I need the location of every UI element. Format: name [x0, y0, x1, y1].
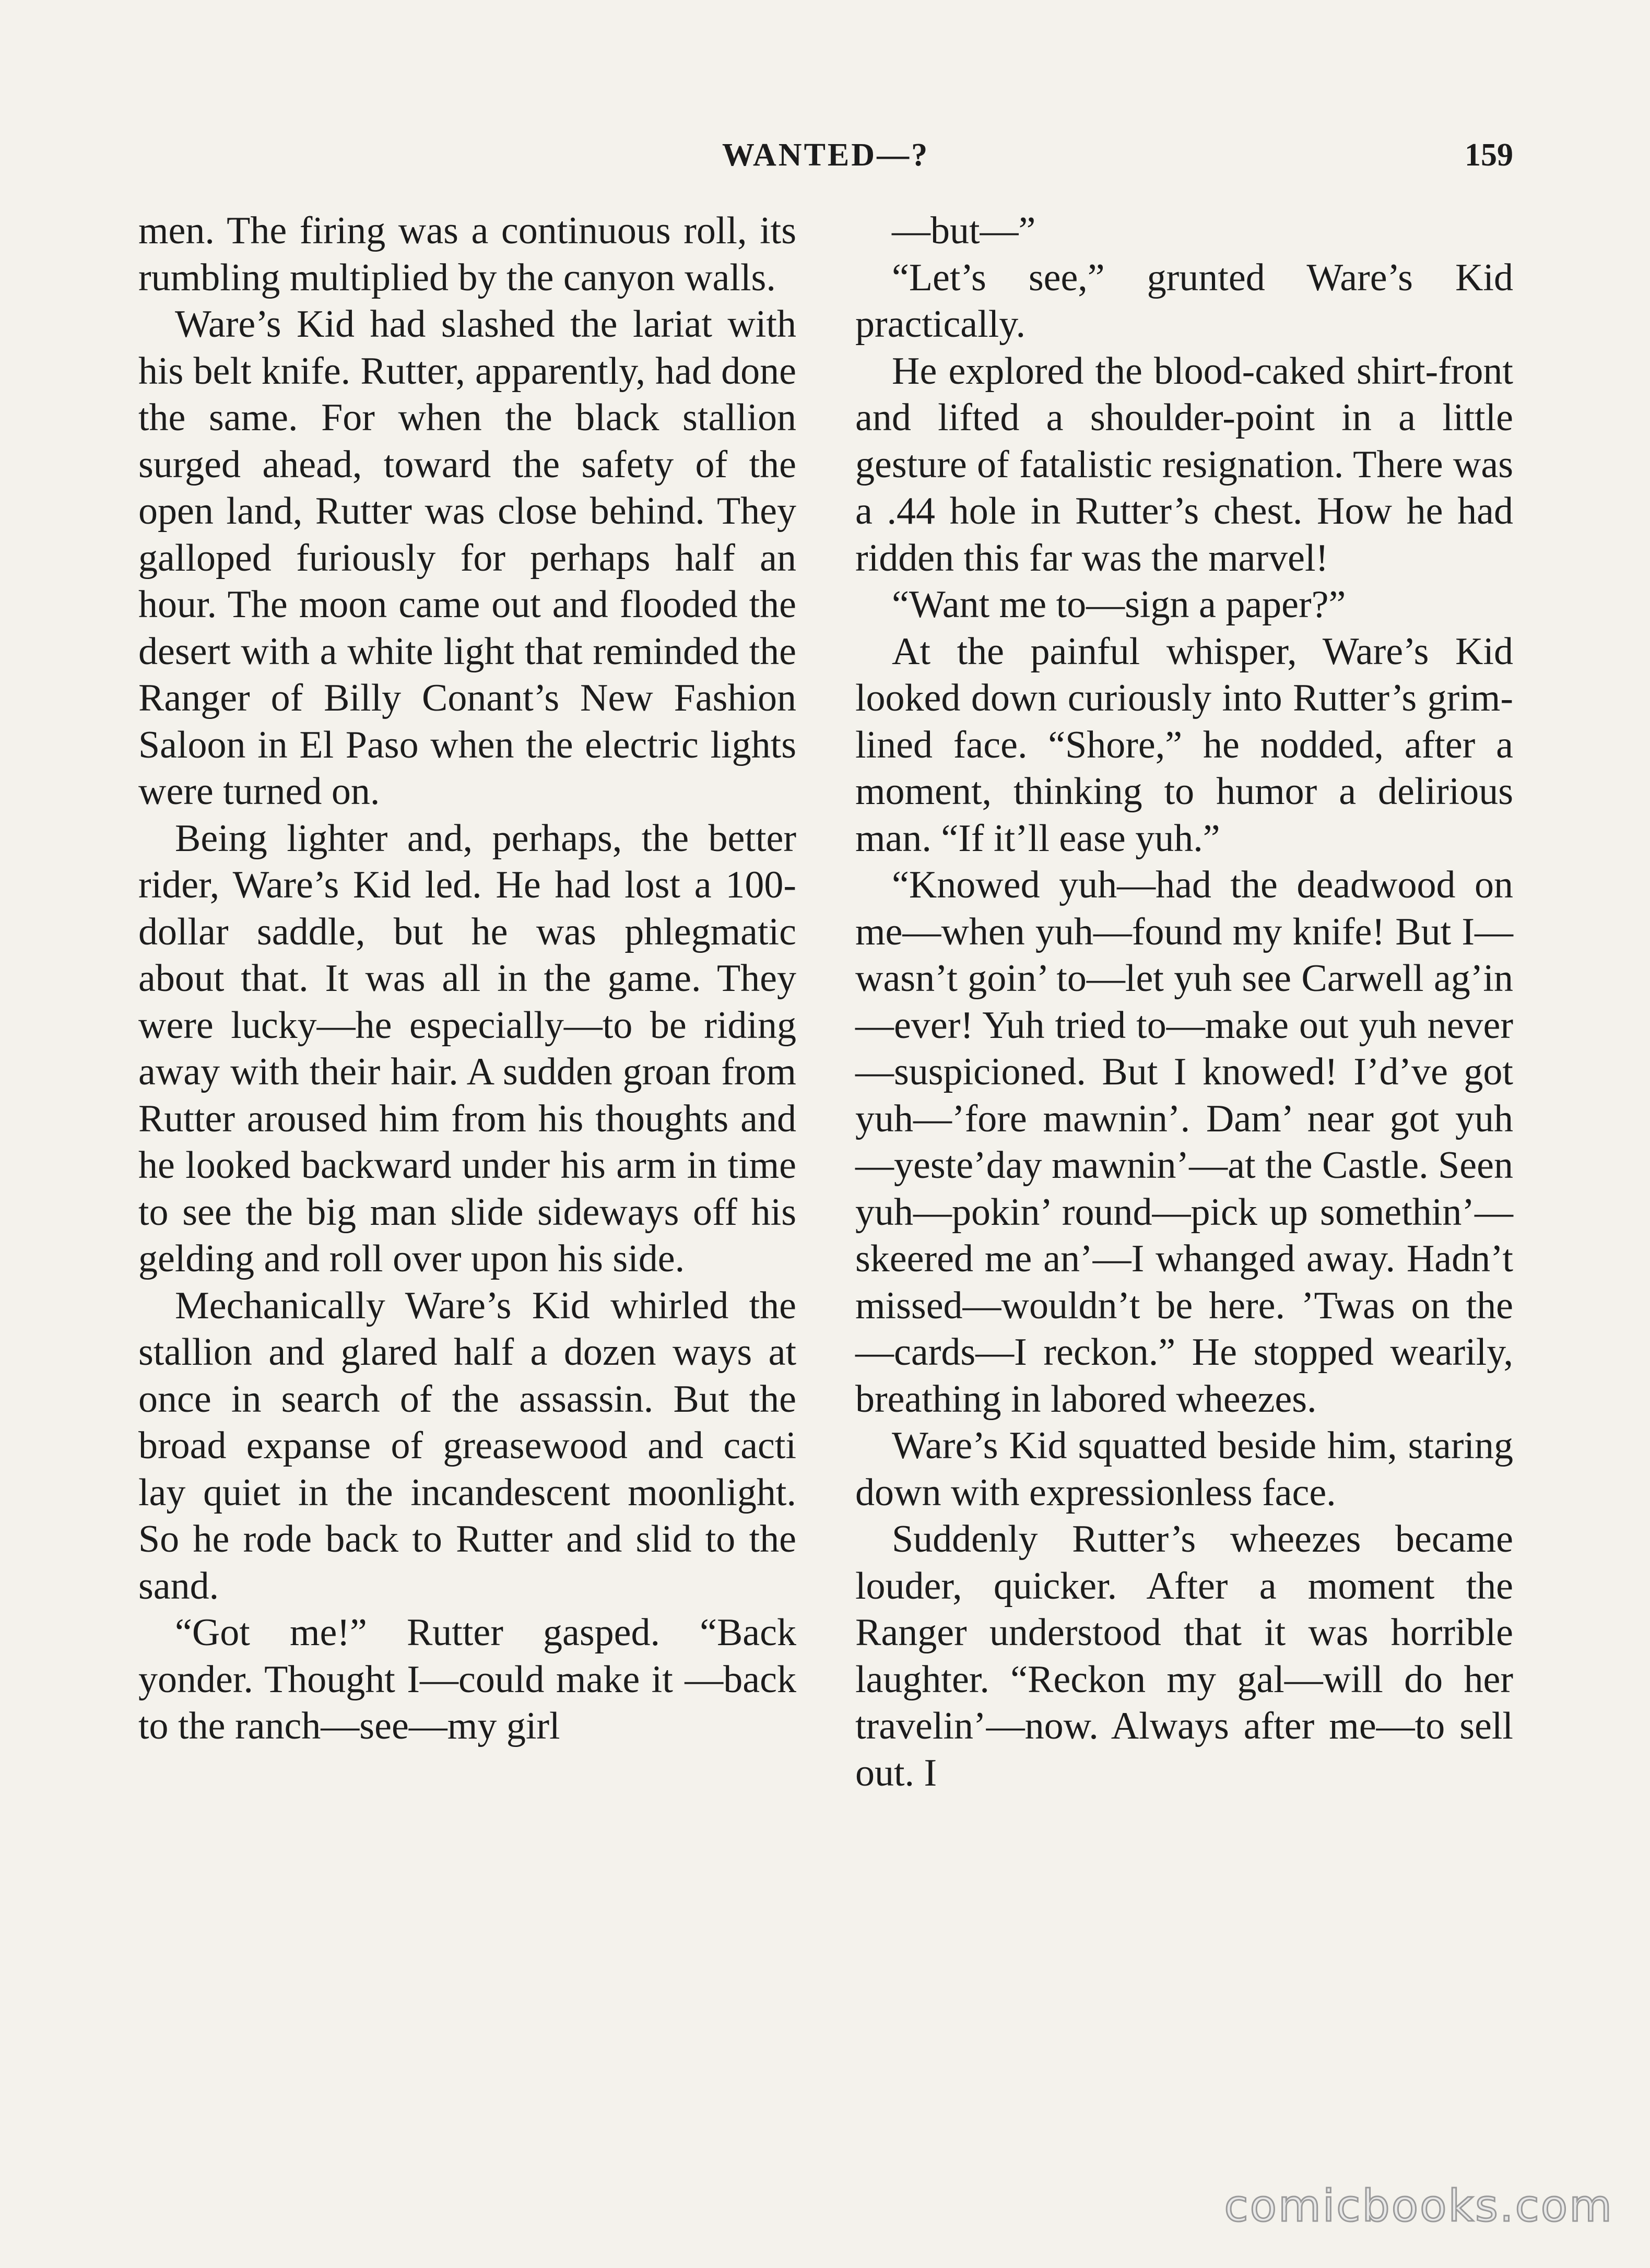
paragraph: Suddenly Rutter’s wheezes became louder, quicker. After a moment the Ranger understood that it was horrible laughter. “Reckon my gal—will do her travelin’—now. Always after me—to sell out. I [855, 1518, 1513, 1794]
page-header [138, 137, 1513, 184]
paragraph: “Knowed yuh—had the deadwood on me—when yuh—found my knife! But I—wasn’t goin’ to—let yuh see Carwell ag’in—ever! Yuh tried to—make out yuh never —suspicioned. But I knowed! I’d’ve got yuh—’fore mawnin’. Dam’ near got yuh—yeste’day mawnin’—at the Castle. Seen yuh—pokin’ round—pick up somethin’—skeered me an’—I whanged away. Hadn’t missed—wouldn’t be here. ’Twas on the—cards—I reckon.” He stopped wearily, breathing in labored wheezes. [855, 864, 1513, 1421]
left-column [138, 208, 796, 1750]
paragraph: Ware’s Kid squatted beside him, staring down with expressionless face. [855, 1424, 1513, 1514]
paragraph: —but—” [892, 209, 1036, 252]
paragraph: “Got me!” Rutter gasped. “Back yonder. Thought I—could make it —back to the ranch—see—my girl [138, 1611, 796, 1747]
running-title: WANTED—? [722, 137, 930, 173]
paragraph: Being lighter and, perhaps, the better rider, Ware’s Kid led. He had lost a 100-dollar saddle, but he was phlegmatic about that. It was all in the game. They were lucky—he especially—to be riding away with their hair. A sudden groan from Rutter aroused him from his thoughts and he looked backward under his arm in time to see the big man slide sideways off his gelding and roll over upon his side. [138, 817, 796, 1280]
paragraph: He explored the blood-caked shirt-front and lifted a shoulder-point in a little gesture of fatalistic resignation. There was a .44 hole in Rutter’s chest. How he had ridden this far was the marvel! [855, 349, 1513, 580]
paragraph: At the painful whisper, Ware’s Kid looked down curiously into Rutter’s grim-lined face. “Shore,” he nodded, after a moment, thinking to humor a delirious man. “If it’ll ease yuh.” [855, 630, 1513, 860]
page-number: 159 [1465, 137, 1513, 173]
paragraph: Mechanically Ware’s Kid whirled the stallion and glared half a dozen ways at once in search of the assassin. But the broad expanse of greasewood and cacti lay quiet in the incandescent moonlight. So he rode back to Rutter and slid to the sand. [138, 1284, 796, 1608]
paragraph: Ware’s Kid had slashed the lariat with his belt knife. Rutter, apparently, had done the same. For when the black stallion surged ahead, toward the safety of the open land, Rutter was close behind. They galloped furiously for perhaps half an hour. The moon came out and flooded the desert with a white light that reminded the Ranger of Billy Conant’s New Fashion Saloon in El Paso when the electric lights were turned on. [138, 303, 796, 813]
paragraph: “Let’s see,” grunted Ware’s Kid practically. [855, 256, 1513, 346]
right-column [855, 208, 1513, 1797]
paragraph: men. The firing was a continuous roll, its rumbling multiplied by the canyon walls. [138, 209, 796, 299]
watermark: comicbooks.com [1224, 2180, 1613, 2231]
paragraph: “Want me to—sign a paper?” [892, 583, 1346, 626]
